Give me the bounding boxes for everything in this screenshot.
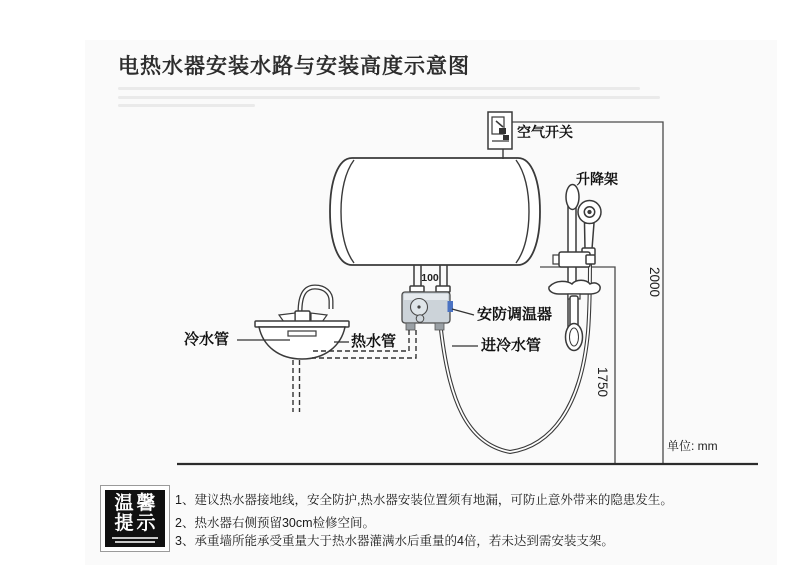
thermostat-leader (452, 309, 474, 315)
hot-water-pipe-label: 热水管 (351, 333, 397, 350)
tips-badge-caption-line (112, 537, 158, 539)
air-switch-label: 空气开关 (517, 124, 573, 140)
tips-badge-box (100, 485, 170, 552)
tips-badge-caption-line (115, 541, 155, 543)
dimension-100: 100 (421, 272, 439, 284)
safety-thermostat-valve (402, 292, 453, 330)
tip-note-1: 1、建议热水器接地线，安全防护,热水器安装位置须有地漏，可防止意外带来的隐患发生。 (175, 493, 673, 507)
tip-note-3: 3、承重墙所能承受重量大于热水器灌满水后重量的4倍，若未达到需安装支架。 (175, 534, 614, 548)
cold-water-pipe-label: 冷水管 (184, 331, 230, 348)
tips-badge-text: 温馨 (114, 493, 159, 514)
dimension-1750: 1750 (595, 366, 610, 398)
air-switch (488, 112, 512, 159)
cold-inlet-pipe-label: 进冷水管 (481, 337, 542, 354)
sink-rim (255, 321, 349, 327)
page-title: 电热水器安装水路与安装高度示意图 (118, 55, 470, 78)
water-heater-tank (330, 158, 540, 265)
sink-drain (288, 331, 316, 336)
safety-thermostat-label: 安防调温器 (477, 306, 553, 323)
valve-blue-tab (448, 301, 454, 312)
tips-badge-text: 提示 (114, 513, 159, 534)
soap-dish (549, 280, 600, 294)
lift-rack-label: 升降架 (576, 171, 618, 187)
tips-badge (105, 490, 165, 547)
dimension-2000: 2000 (647, 266, 662, 298)
tip-note-2: 2、热水器右侧预留30cm检修空间。 (175, 516, 376, 530)
sink (255, 287, 349, 359)
unit-label: 单位: mm (667, 439, 718, 453)
